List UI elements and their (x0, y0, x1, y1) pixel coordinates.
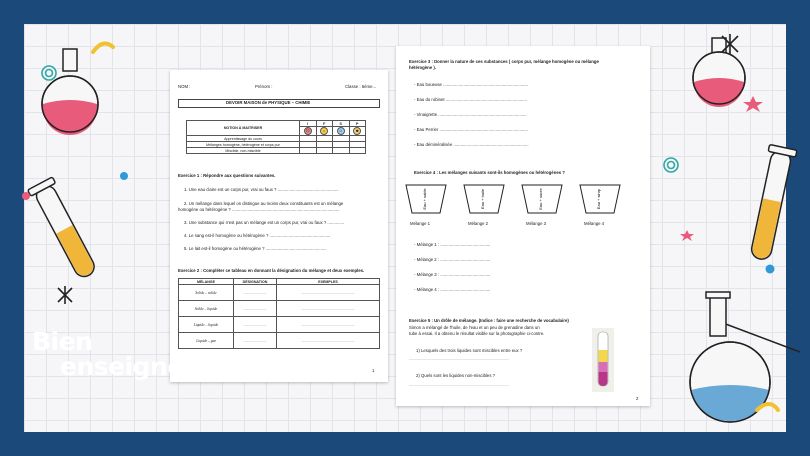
ex1-q4: 4. Le sang est-il homogène ou hétérogène ? ................................................... (184, 233, 331, 238)
sad-face-icon: ☹ (305, 128, 310, 133)
ex3-item: - Eau boueuse ....................................................................... (414, 82, 528, 87)
table-row-label: Solide – solide (179, 285, 234, 301)
flask-blue-icon (690, 292, 800, 422)
page-title: DEVOIR MAISON de PHYSIQUE – CHIMIE (226, 100, 311, 105)
ex1-q2b: homogène ou hétérogène ? .......................................................................................... (178, 207, 340, 212)
col-designation: DÉSIGNATION (234, 279, 277, 285)
level-p: P (349, 121, 366, 127)
beaker-label: Mélange 2 (468, 221, 489, 226)
beaker-label: Mélange 3 (526, 221, 547, 226)
table-row-label: Liquide – liquide (179, 317, 234, 333)
flask-pink-left-icon (42, 49, 98, 135)
col-exemples: EXEMPLES (277, 279, 380, 285)
test-tube-yellow-right-icon (746, 144, 797, 261)
worksheet-page-1 (170, 70, 388, 382)
level-f: F (316, 121, 333, 127)
smile-face-icon: ☺ (338, 128, 343, 133)
dot-blue-right-icon (766, 265, 775, 274)
header-prenom: Prénom : (255, 84, 273, 89)
flask-pink-right-icon (693, 38, 745, 107)
designation-blank: ....................... (234, 285, 277, 301)
worksheet-page-2 (396, 46, 650, 406)
test-tube-photo (592, 328, 614, 392)
ex4-answer: - Mélange 4 : .......................................... (414, 287, 491, 292)
ex1-q3: 3. Une substance qui n'est pas un mélange est un corps pur, vrai ou faux ? .............. (184, 220, 345, 225)
examples-blank: ...................................................... (277, 333, 380, 349)
beaker-icon (462, 183, 506, 219)
ex3-item: - Eau Perrier .......................................................................... (414, 127, 528, 132)
dot-blue-icon (120, 172, 128, 180)
skills-table (186, 120, 366, 154)
mixture-table (178, 278, 380, 349)
exercise-1-title: Exercice 1 : Répondre aux questions suivantes. (178, 173, 276, 178)
beaker-icon (578, 183, 622, 219)
arc-decoration-icon (93, 43, 113, 52)
designation-blank: ....................... (234, 317, 277, 333)
ex1-q2a: 2. Un mélange dans lequel on distingue au moins deux constituants est un mélange (184, 201, 344, 206)
ex5-q1-blank: .................................................................................................... (409, 357, 509, 361)
ex4-answer: - Mélange 3 : .......................................... (414, 272, 491, 277)
ex4-answer: - Mélange 1 : .......................................... (414, 242, 491, 247)
header-nom: NOM : (178, 84, 191, 89)
spiral-icon (42, 66, 56, 80)
exercise-5-title: Exercice 5 : Un drôle de mélange. (Indice : faire une recherche de vocabulaire) (409, 318, 569, 323)
beaker-icon (520, 183, 564, 219)
beaker-content-label: Eau + huile (480, 188, 485, 210)
ex5-q2: 2) Quels sont les liquides non-miscibles ? (416, 373, 496, 378)
examples-blank: ...................................................... (277, 317, 380, 333)
beaker-icon (404, 183, 448, 219)
ex5-q1: 1) Lesquels des trois liquides sont miscibles entre eux ? (416, 348, 523, 353)
col-melange: MÉLANGE (179, 279, 234, 285)
exercise-2-title: Exercice 2 : Compléter ce tableau en donnant la désignation du mélange et deux exemples. (178, 268, 365, 273)
ex5-text-2: tube à essai. Il a obtenu le résultat visible sur la photographie ci-contre. (409, 331, 545, 336)
ex3-item: - Eau déminéralisée ............................................................... (414, 142, 529, 147)
star-pink-icon (743, 96, 763, 112)
beaker-label: Mélange 4 (584, 221, 605, 226)
level-i: I (300, 121, 317, 127)
ex5-text-1: Simon a mélangé de l'huile, de l'eau et un peu de grenadine dans un (409, 325, 540, 330)
star-pink-small-icon (680, 230, 694, 241)
exercise-3-title: Exercice 3 : Donner la nature de ces substances ( corps pur, mélange homogène ou mélange (409, 59, 599, 64)
beaker-content-label: Eau + sucre (538, 188, 543, 210)
skill-row: Apprentissage du cours (187, 136, 300, 142)
dot-pink-icon (22, 192, 30, 200)
test-tube-yellow-left-icon (28, 177, 102, 282)
spiral-right-icon (664, 158, 678, 172)
skill-row: Miscible, non-miscible (187, 148, 300, 154)
sparkle-left-icon (58, 286, 72, 304)
brand-logo-line-2: enseigner (60, 352, 196, 381)
level-s: S (333, 121, 350, 127)
skills-header: NOTION À MAITRISER (187, 121, 300, 136)
ex4-answer: - Mélange 2 : .......................................... (414, 257, 491, 262)
examples-blank: ...................................................... (277, 301, 380, 317)
designation-blank: ....................... (234, 333, 277, 349)
page-number: 1 (372, 368, 375, 373)
beaker-label: Mélange 1 (410, 221, 431, 226)
happy-face-icon: ☻ (355, 128, 360, 133)
neutral-face-icon: 😐 (321, 128, 327, 133)
exercise-3-title-2: hétérogène ). (409, 65, 436, 70)
exercise-4-title: Exercice 4 : Les mélanges suivants sont-ils homogènes ou hétérogènes ? (414, 170, 565, 175)
table-row-label: Solide – liquide (179, 301, 234, 317)
table-row-label: Liquide – gaz (179, 333, 234, 349)
beaker-content-label: Eau + sirop (596, 188, 601, 210)
skill-row: Mélanges homogène, hétérogène et corps pur (187, 142, 300, 148)
ex3-item: - Eau du robinet .................................................................... (414, 97, 527, 102)
page-number-2: 2 (636, 396, 639, 401)
examples-blank: ...................................................... (277, 285, 380, 301)
beaker-content-label: Eau + sable (422, 188, 427, 210)
ex5-q2-blank: .................................................................................................... (409, 383, 509, 387)
designation-blank: ....................... (234, 301, 277, 317)
ex1-q1: 1. Une eau claire est un corps pur, vrai ou faux ? ................................................... (184, 187, 339, 192)
header-classe: Classe : 6ème... (345, 84, 377, 89)
ex3-item: - Vinaigrette .......................................................................... (414, 112, 527, 117)
brand-logo-line-1: Bien (32, 327, 93, 356)
ex1-q5: 5. Le lait est-il homogène ou hétérogène ? ................................................... (184, 246, 327, 251)
